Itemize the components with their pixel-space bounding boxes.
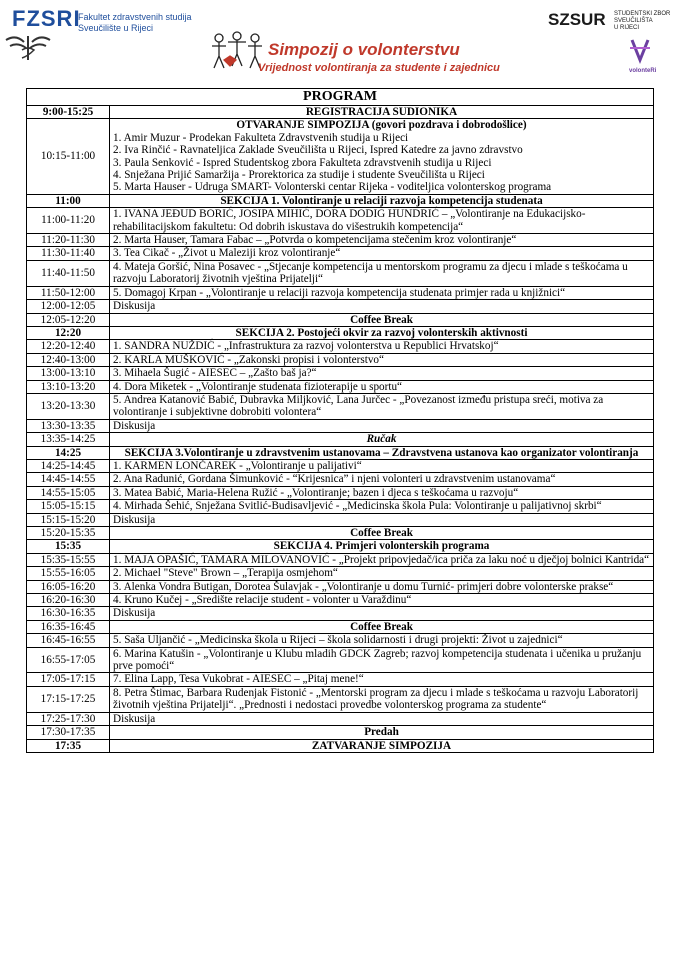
szsur-name-line3: U RIJECI (614, 25, 640, 31)
program-row (27, 647, 654, 673)
program-item-text: 7. Elina Lapp, Tesa Vukobrat - AIESEC – „Pitaj mene!“ (113, 673, 364, 686)
opening-session (110, 119, 654, 194)
program-item (110, 500, 654, 513)
program-item (110, 300, 654, 313)
program-item-text: 2. Iva Rinčić - Ravnateljica Zaklade Sveučilišta u Rijeci, Ispred Katedre za javno zdravstvo (113, 144, 523, 157)
program-row (27, 393, 654, 419)
program-row (27, 594, 654, 607)
program-item-text: ZATVARANJE SIMPOZIJA (311, 739, 452, 752)
program-time: 16:30-16:35 (27, 607, 110, 620)
program-item-text: SEKCIJA 4. Primjeri volonterskih programa (273, 540, 490, 553)
program-item (110, 647, 654, 673)
szsur-name (614, 11, 674, 32)
program-row (27, 513, 654, 526)
program-time: 16:35-16:45 (27, 620, 110, 633)
program-row (27, 686, 654, 712)
program-time: 11:50-12:00 (27, 286, 110, 299)
program-row (27, 300, 654, 313)
program-time: 15:35 (27, 540, 110, 553)
program-row (27, 739, 654, 752)
opening-heading: OTVARANJE SIMPOZIJA (govori pozdrava i dobrodošlice) (236, 119, 527, 132)
program-item-text: 1. MAJA OPAŠIĆ, TAMARA MILOVANOVIĆ - „Projekt pripovjedač/ica priča za laku noć u dječjoj bolnici Kantrida“ (113, 553, 650, 566)
program-row (27, 726, 654, 739)
program-time: 15:20-15:35 (27, 527, 110, 540)
program-row (27, 553, 654, 566)
faculty-name-line1: Fakultet zdravstvenih studija (78, 12, 192, 22)
program-time: 12:05-12:20 (27, 313, 110, 326)
program-item-text: Coffee Break (350, 313, 413, 326)
section-heading (110, 446, 654, 459)
program-item-text: 1. KARMEN LONČAREK - „Volontiranje u palijativi“ (113, 459, 362, 472)
program-item (110, 459, 654, 472)
szsur-name-line2: SVEUČILIŠTA (614, 18, 653, 24)
program-time: 9:00-15:25 (27, 106, 110, 119)
program-item-text: 1. IVANA JEĐUD BORIĆ, JOSIPA MIHIĆ, DORA DODIG HUNDRIĆ – „Volontiranje na Edukacijsko-rehabilitacijskom fakultetu: Od dobrih iskustava do višestrukih kompetencija“ (113, 208, 586, 233)
program-row (27, 712, 654, 725)
program-time: 14:25 (27, 446, 110, 459)
program-title: PROGRAM (27, 89, 654, 106)
program-row (27, 260, 654, 286)
section-heading (110, 106, 654, 119)
program-item (110, 513, 654, 526)
section-heading (110, 739, 654, 752)
program-time: 16:45-16:55 (27, 634, 110, 647)
program-row (27, 340, 654, 353)
program-time: 17:35 (27, 739, 110, 752)
program-item-text: SEKCIJA 3.Volontiranje u zdravstvenim ustanovama – Zdravstvena ustanova kao organizator volontiranja (124, 446, 639, 459)
program-item (110, 353, 654, 366)
program-item-text: Diskusija (113, 712, 156, 725)
program-item-text: 1. SANDRA NUŽDIĆ - „Infrastruktura za razvoj volonterstva u Republici Hrvatskoj“ (113, 340, 499, 353)
program-row (27, 106, 654, 119)
program-time: 13:30-13:35 (27, 419, 110, 432)
faculty-logo-mark: FZSRI (12, 6, 81, 31)
program-item-text: SEKCIJA 1. Volontiranje u relaciji razvoja kompetencija studenata (220, 194, 543, 207)
program-time: 11:00 (27, 194, 110, 207)
program-row (27, 208, 654, 234)
program-time: 13:10-13:20 (27, 380, 110, 393)
program-item-text: SEKCIJA 2. Postojeći okvir za razvoj volonterskih aktivnosti (235, 326, 528, 339)
program-time: 12:20-12:40 (27, 340, 110, 353)
program-item (110, 607, 654, 620)
lunch-break (110, 433, 654, 446)
program-row (27, 380, 654, 393)
volonteri-label: volonteRi (629, 68, 657, 74)
program-time: 12:40-13:00 (27, 353, 110, 366)
program-item (110, 712, 654, 725)
program-table (26, 88, 654, 753)
program-item-text: 1. Amir Muzur - Prodekan Fakulteta Zdravstvenih studija u Rijeci (113, 131, 409, 144)
program-item-text: Predah (364, 726, 399, 739)
program-item (110, 247, 654, 260)
program-item (110, 340, 654, 353)
program-item-text: 3. Matea Babić, Maria-Helena Ružić - „Volontiranje; bazen i djeca s teškoćama u razvoju“ (113, 486, 519, 499)
program-item-text: Coffee Break (350, 527, 413, 539)
program-row (27, 634, 654, 647)
symposium-subtitle: Vrijednost volontiranja za studente i zajednicu (258, 62, 500, 74)
program-row (27, 580, 654, 593)
program-item-text: 6. Marina Katušin - „Volontiranje u Klubu mladih GDCK Zagreb; razvoj kompetencija studenata i učenika u pružanju prve pomoći“ (113, 647, 642, 673)
program-row (27, 446, 654, 459)
program-row (27, 473, 654, 486)
faculty-name-line2: Sveučilište u Rijeci (78, 23, 154, 33)
program-item (110, 580, 654, 593)
program-row (27, 527, 654, 540)
program-row (27, 486, 654, 499)
program-item-text: 8. Petra Štimac, Barbara Rudenjak Fistonić - „Mentorski program za djecu i mlade s teškoćama u razvoju Laboratorij životnih vještina Prijatelji“. „Prednosti i nedostaci provedbe volonterskog programa za studente“ (113, 686, 639, 712)
program-row (27, 247, 654, 260)
caduceus-emblem-icon (2, 32, 54, 62)
program-row (27, 620, 654, 633)
program-time: 16:05-16:20 (27, 580, 110, 593)
program-item (110, 486, 654, 499)
program-item (110, 686, 654, 712)
program-item-text: REGISTRACIJA SUDIONIKA (305, 106, 458, 118)
program-row (27, 353, 654, 366)
program-time: 13:35-14:25 (27, 433, 110, 446)
program-item (110, 634, 654, 647)
program-time: 15:05-15:15 (27, 500, 110, 513)
volonteri-logo-icon (626, 36, 654, 66)
program-time: 11:00-11:20 (27, 208, 110, 234)
program-row (27, 234, 654, 247)
program-item-text: 5. Saša Uljančić - „Medicinska škola u Rijeci – škola solidarnosti i drugi projekti: Život u zajednici“ (113, 634, 563, 647)
program-item-text: 2. Michael "Steve" Brown – „Terapija osmjehom“ (113, 567, 338, 580)
program-time: 12:20 (27, 326, 110, 339)
program-time: 14:25-14:45 (27, 459, 110, 472)
program-row (27, 326, 654, 339)
program-time: 15:55-16:05 (27, 567, 110, 580)
coffee-break (110, 620, 654, 633)
program-time: 14:45-14:55 (27, 473, 110, 486)
program-time: 15:15-15:20 (27, 513, 110, 526)
program-item-text: 5. Domagoj Krpan - „Volontiranje u relaciji razvoja kompetencija studenata primjer rada u knjižnici“ (113, 286, 566, 299)
program-item-text: 4. Mateja Goršić, Nina Posavec - „Stjecanje kompetencija u mentorskom programu za djecu i mlade s teškoćama u razvoju Laboratorij životnih vještina Prijatelji“ (113, 260, 628, 286)
coffee-break (110, 527, 654, 540)
program-row (27, 419, 654, 432)
program-item-text: 4. Mirhada Šehić, Snježana Svitlić-Budisavljević - „Medicinska škola Pula: Volontiranje u palijativnoj skrbi“ (113, 500, 602, 513)
program-item (110, 419, 654, 432)
program-item (110, 208, 654, 234)
program-row (27, 313, 654, 326)
program-item-text: 5. Marta Hauser - Udruga SMART- Volonterski centar Rijeka - voditeljica volonterskog programa (113, 181, 552, 194)
program-time: 17:30-17:35 (27, 726, 110, 739)
program-item-text: Diskusija (113, 607, 156, 620)
section-heading (110, 326, 654, 339)
program-row (27, 286, 654, 299)
program-row (27, 119, 654, 194)
program-item-text: Diskusija (113, 300, 156, 313)
program-item (110, 473, 654, 486)
program-item-text: 3. Mihaela Šugić - AIESEC – „Zašto baš ja?“ (113, 367, 317, 380)
program-item-text: 2. Marta Hauser, Tamara Fabac – „Potvrda o kompetencijama stečenim kroz volontiranje“ (113, 234, 517, 247)
program-time: 10:15-11:00 (27, 119, 110, 194)
program-row (27, 673, 654, 686)
program-time: 11:40-11:50 (27, 260, 110, 286)
program-item (110, 286, 654, 299)
symposium-title: Simpozij o volonterstvu (268, 40, 460, 59)
program-time: 14:55-15:05 (27, 486, 110, 499)
program-time: 16:55-17:05 (27, 647, 110, 673)
program-title-row (27, 89, 654, 106)
program-time: 17:25-17:30 (27, 712, 110, 725)
program-row (27, 607, 654, 620)
program-row (27, 367, 654, 380)
program-item (110, 567, 654, 580)
program-item-text: 2. Ana Radunić, Gordana Šimunković - “Krijesnica” i njeni volonteri u zdravstvenim ustanovama“ (113, 473, 556, 486)
faculty-name (78, 12, 218, 34)
program-item (110, 673, 654, 686)
szsur-logo: SZSUR (548, 10, 606, 29)
program-time: 11:30-11:40 (27, 247, 110, 260)
program-item (110, 553, 654, 566)
program-row (27, 540, 654, 553)
program-time: 11:20-11:30 (27, 234, 110, 247)
program-row (27, 433, 654, 446)
program-row (27, 459, 654, 472)
program-row (27, 500, 654, 513)
program-item-text: Diskusija (113, 419, 156, 432)
program-time: 13:20-13:30 (27, 393, 110, 419)
program-item-text: 4. Kruno Kučej - „Središte relacije student - volonter u Varaždinu“ (113, 594, 412, 607)
program-item-text: 5. Andrea Katanović Babić, Dubravka Miljković, Lana Jurčec - „Povezanost između pristupa sreći, motiva za volontiranje i subjektivne dobrobiti volontera“ (113, 393, 604, 419)
program-time: 15:35-15:55 (27, 553, 110, 566)
program-item (110, 594, 654, 607)
section-heading (110, 726, 654, 739)
program-row (27, 567, 654, 580)
program-time: 17:05-17:15 (27, 673, 110, 686)
program-item-text: Coffee Break (350, 620, 413, 633)
coffee-break (110, 313, 654, 326)
volunteer-figures-icon (210, 30, 264, 74)
section-heading (110, 194, 654, 207)
page-header (0, 0, 679, 90)
program-item (110, 367, 654, 380)
program-item-text: 4. Dora Miketek - „Volontiranje studenata fizioterapije u sportu“ (113, 380, 403, 393)
program-time: 13:00-13:10 (27, 367, 110, 380)
program-time: 16:20-16:30 (27, 594, 110, 607)
program-row (27, 194, 654, 207)
program-time: 17:15-17:25 (27, 686, 110, 712)
program-item-text: Diskusija (113, 513, 156, 526)
program-item (110, 234, 654, 247)
program-item-text: 3. Paula Senković - Ispred Studentskog zbora Fakulteta zdravstvenih studija u Rijeci (113, 156, 492, 169)
program-item (110, 260, 654, 286)
program-item-text: 3. Tea Cikač - „Život u Maleziji kroz volontiranje“ (113, 247, 341, 260)
program-item (110, 393, 654, 419)
program-item-text: Ručak (366, 433, 397, 446)
program-table-body (27, 89, 654, 753)
program-item-text: 2. KARLA MUŠKOVIĆ - „Zakonski propisi i volonterstvo“ (113, 353, 384, 366)
section-heading (110, 540, 654, 553)
program-item-text: 3. Alenka Vondra Butigan, Dorotea Šulavjak - „Volontiranje u domu Turnić- primjeri dobre volonterske prakse“ (113, 580, 614, 593)
program-time: 12:00-12:05 (27, 300, 110, 313)
szsur-name-line1: STUDENTSKI ZBOR (614, 11, 671, 17)
program-item (110, 380, 654, 393)
program-item-text: 4. Snježana Prijić Samaržija - Prorektorica za studije i studente Sveučilišta u Rijeci (113, 169, 485, 182)
faculty-logo (12, 6, 192, 33)
